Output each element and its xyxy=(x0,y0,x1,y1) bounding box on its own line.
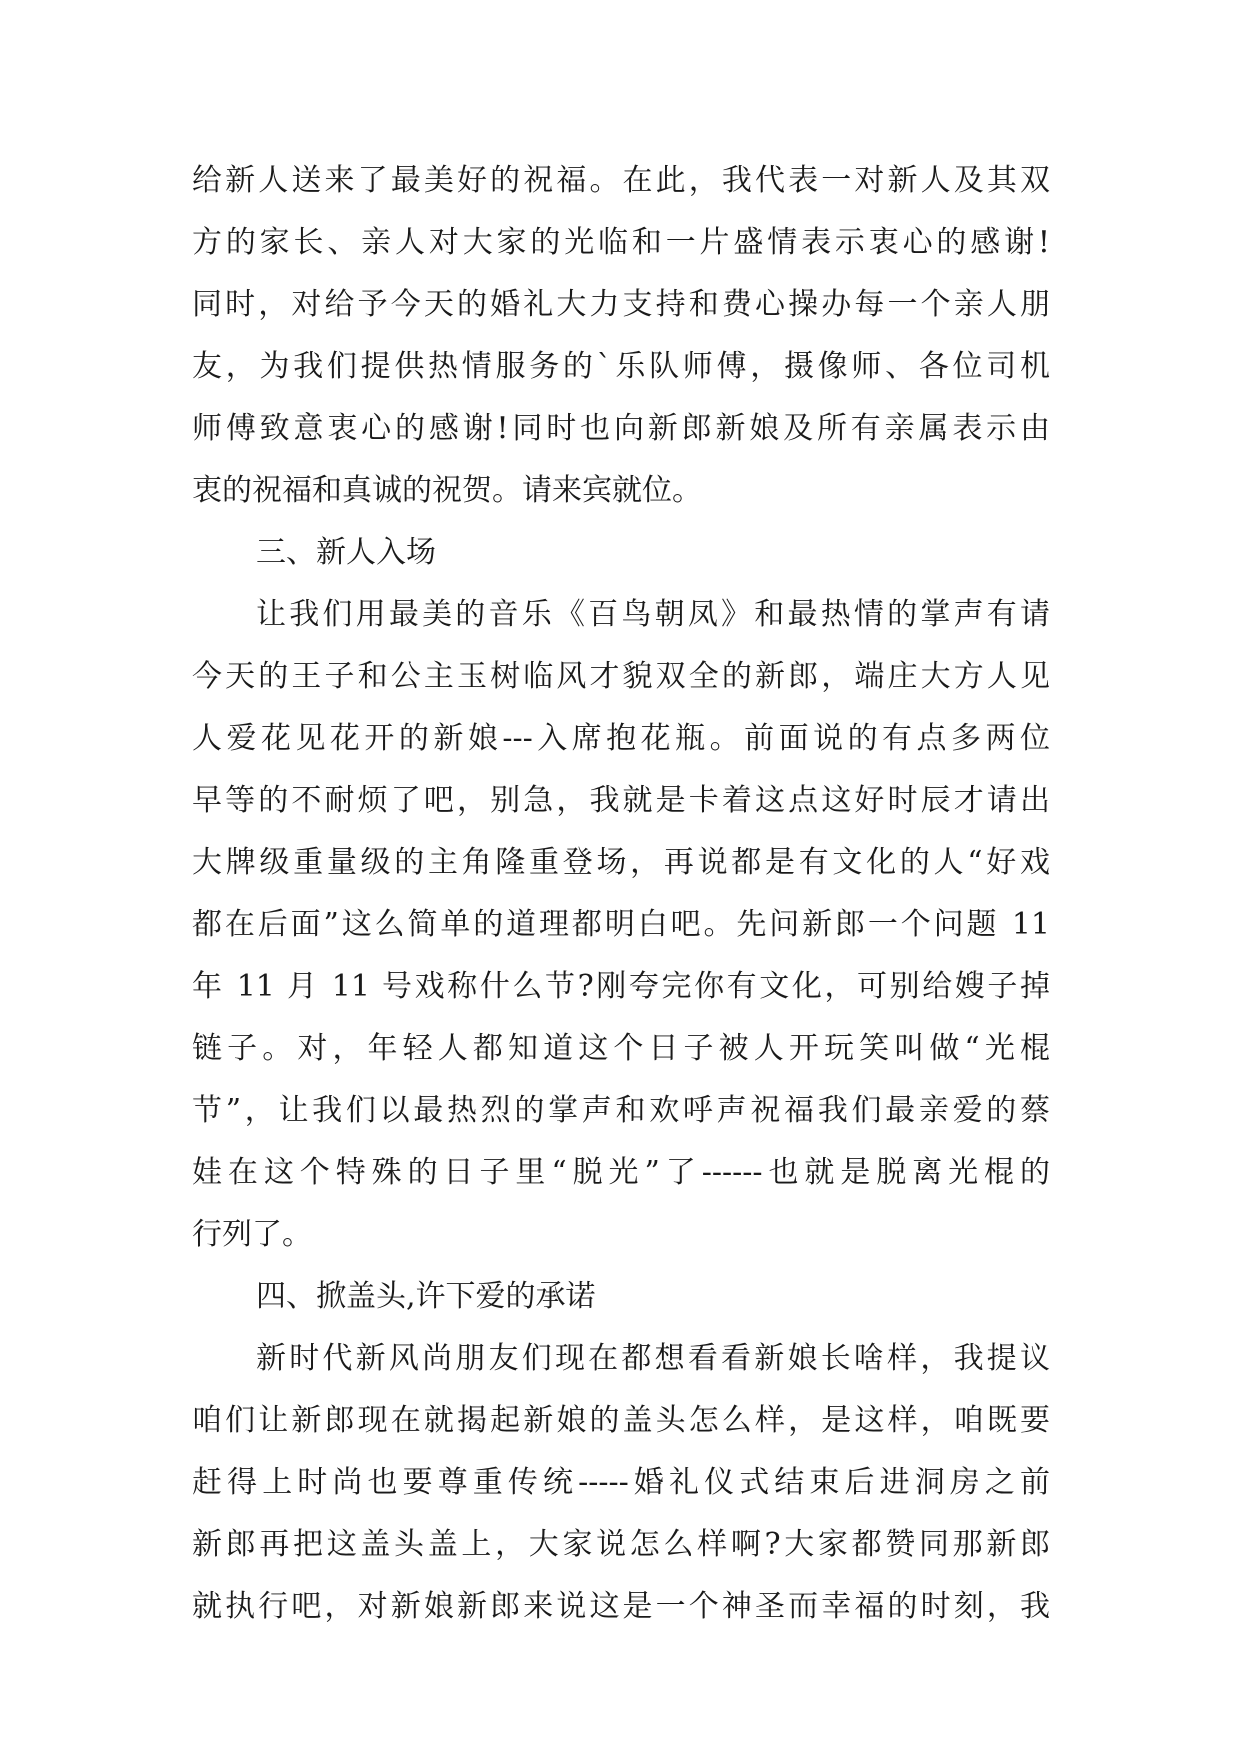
paragraph-line: 娃在这个特殊的日子里“脱光”了------也就是脱离光棍的 xyxy=(192,1155,1050,1190)
paragraph-line: 节”，让我们以最热烈的掌声和欢呼声祝福我们最亲爱的蔡 xyxy=(192,1093,1050,1128)
section-heading-entrance: 三、新人入场 xyxy=(256,535,436,570)
paragraph-line: 方的家长、亲人对大家的光临和一片盛情表示衷心的感谢! xyxy=(192,225,1050,260)
paragraph-line: 让我们用最美的音乐《百鸟朝凤》和最热情的掌声有请 xyxy=(256,597,1050,632)
paragraph-line: 衷的祝福和真诚的祝贺。请来宾就位。 xyxy=(192,473,702,508)
paragraph-line: 今天的王子和公主玉树临风才貌双全的新郎，端庄大方人见 xyxy=(192,659,1050,694)
section-heading-veil: 四、掀盖头,许下爱的承诺 xyxy=(256,1279,596,1314)
paragraph-line: 年 11 月 11 号戏称什么节?刚夸完你有文化，可别给嫂子掉 xyxy=(192,969,1050,1004)
paragraph-line: 给新人送来了最美好的祝福。在此，我代表一对新人及其双 xyxy=(192,163,1050,198)
paragraph-line: 师傅致意衷心的感谢!同时也向新郎新娘及所有亲属表示由 xyxy=(192,411,1050,446)
paragraph-line: 就执行吧，对新娘新郎来说这是一个神圣而幸福的时刻，我 xyxy=(192,1589,1050,1624)
paragraph-line: 赶得上时尚也要尊重传统-----婚礼仪式结束后进洞房之前 xyxy=(192,1465,1050,1500)
paragraph-line: 早等的不耐烦了吧，别急，我就是卡着这点这好时辰才请出 xyxy=(192,783,1050,818)
paragraph-line: 链子。对，年轻人都知道这个日子被人开玩笑叫做“光棍 xyxy=(192,1031,1050,1066)
paragraph-line: 友，为我们提供热情服务的`乐队师傅，摄像师、各位司机 xyxy=(192,349,1050,384)
paragraph-line: 都在后面”这么简单的道理都明白吧。先问新郎一个问题 11 xyxy=(192,907,1050,942)
paragraph-line: 大牌级重量级的主角隆重登场，再说都是有文化的人“好戏 xyxy=(192,845,1050,880)
paragraph-line: 咱们让新郎现在就揭起新娘的盖头怎么样，是这样，咱既要 xyxy=(192,1403,1050,1438)
paragraph-line: 同时，对给予今天的婚礼大力支持和费心操办每一个亲人朋 xyxy=(192,287,1050,322)
paragraph-line: 新郎再把这盖头盖上，大家说怎么样啊?大家都赞同那新郎 xyxy=(192,1527,1050,1562)
document-page xyxy=(192,150,1050,1638)
paragraph-line: 人爱花见花开的新娘---入席抱花瓶。前面说的有点多两位 xyxy=(192,721,1050,756)
paragraph-line: 新时代新风尚朋友们现在都想看看新娘长啥样，我提议 xyxy=(256,1341,1050,1376)
paragraph-line: 行列了。 xyxy=(192,1217,312,1252)
